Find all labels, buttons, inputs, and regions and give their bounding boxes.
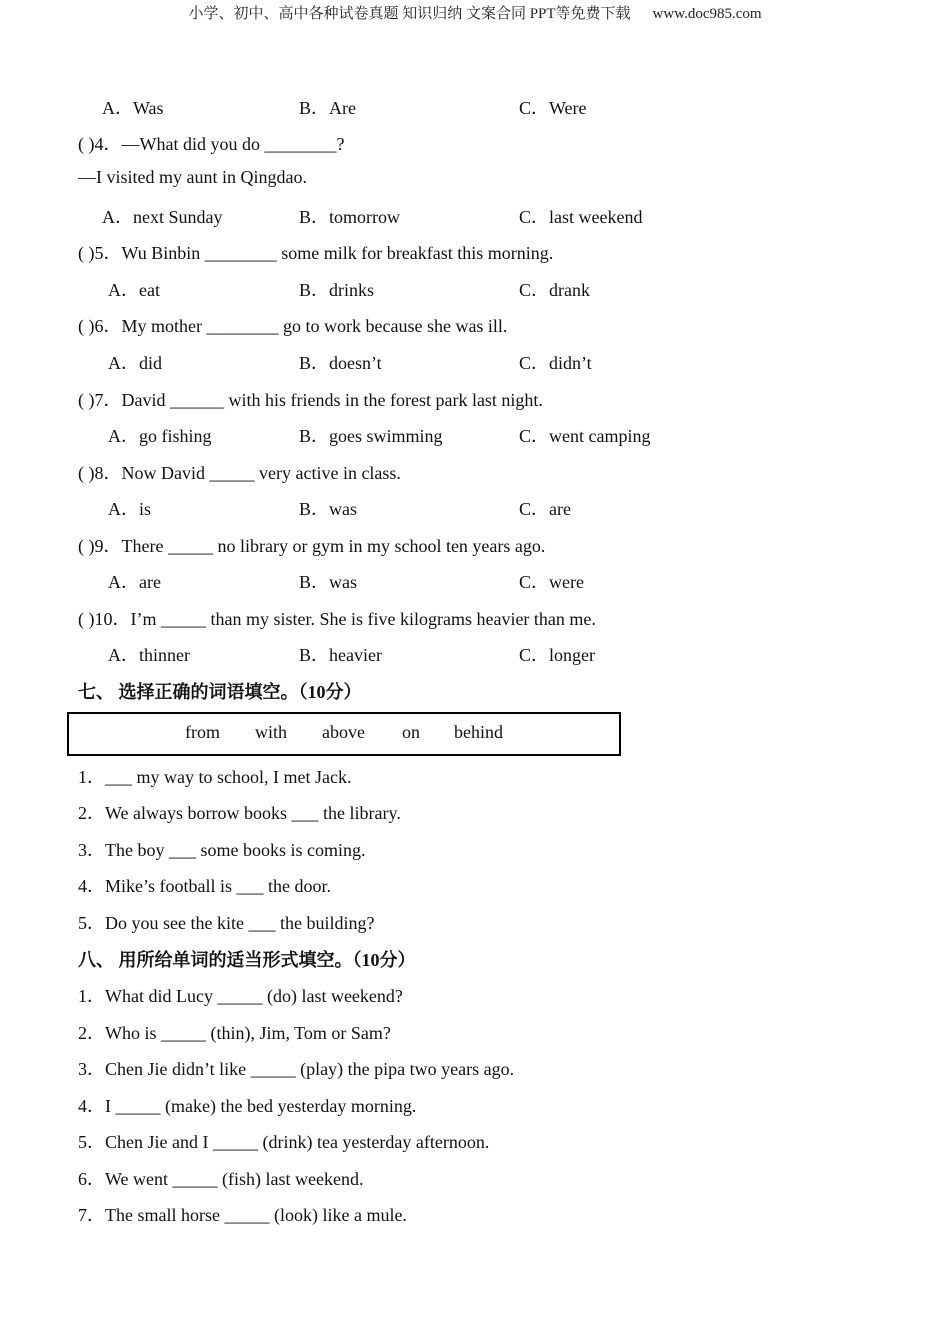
q7-option-b: B．goes swimming — [299, 426, 443, 446]
q8-option-b: B．was — [299, 499, 357, 519]
q9-option-a: A．are — [108, 572, 161, 592]
section-8-item: 5．Chen Jie and I _____ (drink) tea yesterday afternoon. — [78, 1132, 490, 1152]
question-9 — [78, 532, 545, 558]
header-text: 小学、初中、高中各种试卷真题 知识归纳 文案合同 PPT等免费下载 — [188, 6, 631, 22]
question-text: My mother ________ go to work because she was ill. — [121, 316, 508, 336]
question-4-answer-line: —I visited my aunt in Qingdao. — [78, 167, 307, 187]
section-8-item: 1．What did Lucy _____ (do) last weekend? — [78, 986, 403, 1006]
q3-option-b: B．Are — [299, 98, 356, 118]
q9-option-b: B．was — [299, 572, 357, 592]
section-8-item: 7．The small horse _____ (look) like a mule. — [78, 1205, 407, 1225]
q9-option-c: C．were — [519, 572, 584, 592]
word-bank-word: on — [402, 722, 420, 742]
question-8 — [78, 459, 401, 485]
q7-option-a: A．go fishing — [108, 426, 212, 446]
word-bank-word: above — [322, 722, 365, 742]
word-bank-word: with — [255, 722, 288, 742]
q4-option-a: A．next Sunday — [102, 207, 223, 227]
q8-option-a: A．is — [108, 499, 152, 519]
question-prefix: ( )9． — [78, 536, 122, 556]
question-prefix: ( )5． — [78, 243, 122, 263]
question-text: Now David _____ very active in class. — [121, 463, 401, 483]
section-8-title: 八、 用所给单词的适当形式填空。（10分） — [78, 950, 416, 970]
q5-option-a: A．eat — [108, 280, 160, 300]
q6-option-a: A．did — [108, 353, 162, 373]
question-10 — [78, 605, 596, 631]
question-7 — [78, 386, 543, 412]
section-8-item: 3．Chen Jie didn’t like _____ (play) the pipa two years ago. — [78, 1059, 515, 1079]
question-prefix: ( )8． — [78, 463, 122, 483]
page-header — [0, 2, 950, 23]
q5-option-c: C．drank — [519, 280, 590, 300]
question-prefix: ( )10． — [78, 609, 131, 629]
section-7-item: 3．The boy ___ some books is coming. — [78, 840, 366, 860]
section-8-item: 2．Who is _____ (thin), Jim, Tom or Sam? — [78, 1023, 391, 1043]
q7-option-c: C．went camping — [519, 426, 651, 446]
q6-option-b: B．doesn’t — [299, 353, 382, 373]
q8-option-c: C．are — [519, 499, 571, 519]
question-prefix: ( )4． — [78, 134, 122, 154]
question-text: David ______ with his friends in the forest park last night. — [121, 390, 543, 410]
q10-option-a: A．thinner — [108, 645, 190, 665]
section-7-item: 1．___ my way to school, I met Jack. — [78, 767, 352, 787]
q5-option-b: B．drinks — [299, 280, 375, 300]
question-text: Wu Binbin ________ some milk for breakfast this morning. — [121, 243, 554, 263]
q10-option-b: B．heavier — [299, 645, 382, 665]
header-site: www.doc985.com — [652, 6, 762, 22]
word-bank-box — [67, 712, 621, 756]
word-bank-word: behind — [454, 722, 503, 742]
q3-option-a: A．Was — [102, 98, 164, 118]
question-prefix: ( )7． — [78, 390, 122, 410]
section-7-item: 5．Do you see the kite ___ the building? — [78, 913, 375, 933]
q6-option-c: C．didn’t — [519, 353, 592, 373]
question-6 — [78, 312, 507, 338]
section-8-item: 4．I _____ (make) the bed yesterday morning. — [78, 1096, 417, 1116]
word-bank-word: from — [185, 722, 220, 742]
q3-option-c: C．Were — [519, 98, 587, 118]
question-text: There _____ no library or gym in my school ten years ago. — [121, 536, 546, 556]
question-5 — [78, 239, 553, 265]
q4-option-b: B．tomorrow — [299, 207, 400, 227]
section-7-title: 七、 选择正确的词语填空。（10分） — [78, 682, 362, 702]
q10-option-c: C．longer — [519, 645, 595, 665]
section-7-item: 4．Mike’s football is ___ the door. — [78, 876, 331, 896]
question-4 — [78, 130, 344, 156]
question-text: I’m _____ than my sister. She is five kilograms heavier than me. — [130, 609, 596, 629]
question-text: —What did you do ________? — [121, 134, 345, 154]
section-7-item: 2．We always borrow books ___ the library. — [78, 803, 401, 823]
section-8-item: 6．We went _____ (fish) last weekend. — [78, 1169, 364, 1189]
question-prefix: ( )6． — [78, 316, 122, 336]
q4-option-c: C．last weekend — [519, 207, 643, 227]
